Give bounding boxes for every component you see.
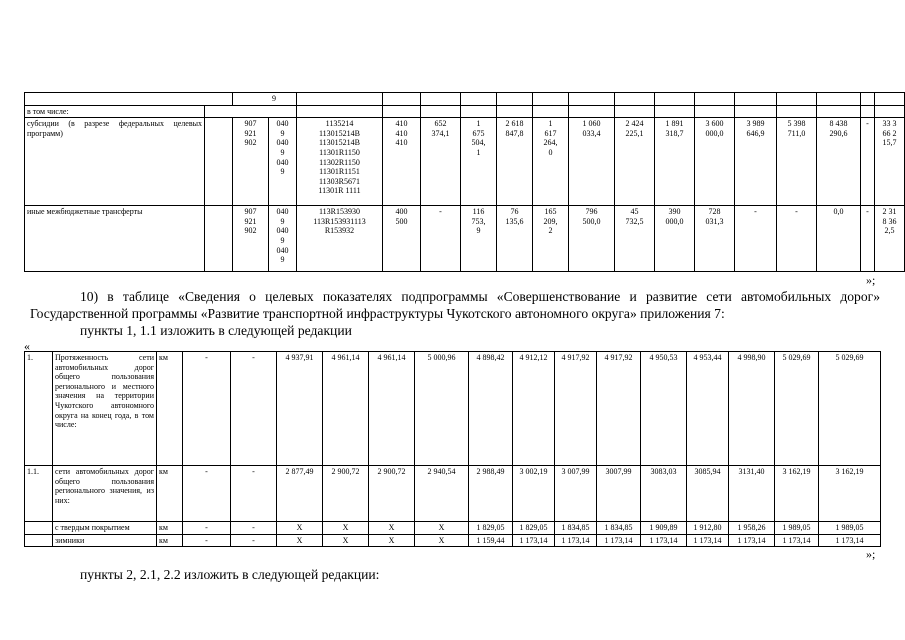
table-row (25, 118, 905, 206)
table-cell: 652 374,1 (421, 118, 461, 206)
table-cell: 4 953,44 (687, 352, 729, 466)
table-cell: 5 029,69 (819, 352, 881, 466)
table-cell: 1 891 318,7 (655, 118, 695, 206)
table-cell: 1 958,26 (729, 522, 775, 535)
table-cell: Х (369, 522, 415, 535)
table-cell: 3 989 646,9 (735, 118, 777, 206)
table-cell: 8 438 290,6 (817, 118, 861, 206)
table-cell: 0,0 (817, 206, 861, 272)
row-label: в том числе: (25, 105, 205, 118)
table-cell: 5 398 711,0 (777, 118, 817, 206)
table-row (25, 534, 881, 547)
table-cell: 2 900,72 (369, 466, 415, 522)
table-cell: 76 135,6 (497, 206, 533, 272)
table-cell: 040 9 040 9 040 9 (269, 118, 297, 206)
table-cell: 1 675 504, 1 (461, 118, 497, 206)
table-cell: 1 173,14 (513, 534, 555, 547)
table-cell: 3085,94 (687, 466, 729, 522)
table-cell: 796 500,0 (569, 206, 615, 272)
table-cell: 1 173,14 (641, 534, 687, 547)
table-cell: 1 173,14 (687, 534, 729, 547)
table-cell: 1135214 113015214В 113015214В 11301R1150 11302R1150 11301R1151 11303R5671 11301R 1111 (297, 118, 383, 206)
table-cell: - (231, 522, 277, 535)
table-cell: 3 002,19 (513, 466, 555, 522)
paragraph-11: пункты 2, 2.1, 2.2 изложить в следующей редакции: (80, 567, 380, 582)
indicators-table (24, 351, 881, 547)
table-cell: 33 3 66 2 15,7 (875, 118, 905, 206)
table-cell: 1 912,80 (687, 522, 729, 535)
table-cell: 040 9 040 9 040 9 (269, 206, 297, 272)
row-label: зимники (53, 534, 157, 547)
table-cell: Х (323, 534, 369, 547)
table-cell: Х (415, 534, 469, 547)
table-cell: км (157, 534, 183, 547)
table-cell: 400 500 (383, 206, 421, 272)
table-cell: 3 007,99 (555, 466, 597, 522)
table-cell: 45 732,5 (615, 206, 655, 272)
table-cell: - (183, 466, 231, 522)
table-cell: 116 753, 9 (461, 206, 497, 272)
table-cell: - (183, 352, 231, 466)
table-row (25, 522, 881, 535)
funding-table (24, 92, 905, 272)
table-cell: 2 900,72 (323, 466, 369, 522)
table-cell: - (421, 206, 461, 272)
table-cell: - (231, 352, 277, 466)
table-cell: 1 173,14 (597, 534, 641, 547)
row-label: Протяженность сети автомобильных дорог общего пользования регионального и местного значения на территории Чукотского автономного округа на конец года, в том числе: (53, 352, 157, 466)
table-cell: 4 961,14 (323, 352, 369, 466)
table-cell: 907 921 902 (233, 206, 269, 272)
table-cell: 113R153930 113R153931113 R153932 (297, 206, 383, 272)
table-cell: - (183, 522, 231, 535)
table-cell: 9 (233, 93, 297, 106)
table-cell: 728 031,3 (695, 206, 735, 272)
table-cell: Х (323, 522, 369, 535)
table-cell: км (157, 466, 183, 522)
table-cell: 4 998,90 (729, 352, 775, 466)
table-cell: 2 988,49 (469, 466, 513, 522)
table-cell: 3083,03 (641, 466, 687, 522)
table-cell: Х (277, 534, 323, 547)
table-cell: - (183, 534, 231, 547)
table-cell: км (157, 522, 183, 535)
opening-quote: « (24, 339, 30, 353)
table-cell: 4 912,12 (513, 352, 555, 466)
row-number: 1.1. (25, 466, 53, 522)
row-label: с твердым покрытием (53, 522, 157, 535)
table-cell: 3 600 000,0 (695, 118, 735, 206)
table-cell: 410 410 410 (383, 118, 421, 206)
table-cell: 1 834,85 (597, 522, 641, 535)
table-cell: 4 917,92 (597, 352, 641, 466)
table-cell: 3131,40 (729, 466, 775, 522)
table-cell: 1 909,89 (641, 522, 687, 535)
table-cell: 1 989,05 (775, 522, 819, 535)
row-label: субсидии (в разрезе федеральных целевых программ) (25, 118, 205, 206)
row-number: 1. (25, 352, 53, 466)
table-cell: 1 829,05 (469, 522, 513, 535)
table-cell: 4 898,42 (469, 352, 513, 466)
table-cell: 5 029,69 (775, 352, 819, 466)
table-cell: 5 000,96 (415, 352, 469, 466)
table-row (25, 206, 905, 272)
table-cell: - (861, 118, 875, 206)
table-cell: 2 618 847,8 (497, 118, 533, 206)
table-cell: 907 921 902 (233, 118, 269, 206)
table-row (25, 105, 905, 118)
table-row (25, 352, 881, 466)
table-cell: 4 950,53 (641, 352, 687, 466)
paragraph-10: 10) в таблице «Сведения о целевых показателях подпрограммы «Совершенствование и развитие сети автомобильных дорог» Государственной программы «Развитие транспортной инфраструктуры Чукотского автономного округа» приложения 7: (30, 289, 880, 321)
table-cell: - (861, 206, 875, 272)
table-cell: - (231, 534, 277, 547)
table-cell: Х (277, 522, 323, 535)
table-cell: 1 060 033,4 (569, 118, 615, 206)
table-cell: 2 31 8 36 2,5 (875, 206, 905, 272)
row-label: сети автомобильных дорог общего пользования регионального значения, из них: (53, 466, 157, 522)
table-cell: 1 834,85 (555, 522, 597, 535)
table-row (25, 466, 881, 522)
table-cell: 2 940,54 (415, 466, 469, 522)
table-cell: 1 159,44 (469, 534, 513, 547)
table-cell: 1 173,14 (729, 534, 775, 547)
table-cell: 4 937,91 (277, 352, 323, 466)
table-cell: 1 989,05 (819, 522, 881, 535)
row-label: иные межбюджетные трансферты (25, 206, 205, 272)
closing-quote: »; (866, 547, 876, 561)
table-cell: 1 829,05 (513, 522, 555, 535)
table-cell: 3007,99 (597, 466, 641, 522)
table-cell: - (735, 206, 777, 272)
table-cell: 1 617 264, 0 (533, 118, 569, 206)
table-cell: 1 173,14 (555, 534, 597, 547)
table-cell: 4 917,92 (555, 352, 597, 466)
row-number (25, 534, 53, 547)
table-cell: 3 162,19 (775, 466, 819, 522)
table-cell: 2 424 225,1 (615, 118, 655, 206)
row-number (25, 522, 53, 535)
table-cell: Х (415, 522, 469, 535)
table-cell: 2 877,49 (277, 466, 323, 522)
table-cell: 390 000,0 (655, 206, 695, 272)
table-cell: 1 173,14 (775, 534, 819, 547)
table-cell: - (777, 206, 817, 272)
table-cell: 4 961,14 (369, 352, 415, 466)
table-cell: 165 209, 2 (533, 206, 569, 272)
table-cell: - (231, 466, 277, 522)
table-cell: км (157, 352, 183, 466)
table-cell: 1 173,14 (819, 534, 881, 547)
table-cell: Х (369, 534, 415, 547)
table-cell: 3 162,19 (819, 466, 881, 522)
closing-quote: »; (866, 273, 876, 287)
paragraph-10-continued: пункты 1, 1.1 изложить в следующей редакции (80, 323, 352, 338)
table-row (25, 93, 905, 106)
